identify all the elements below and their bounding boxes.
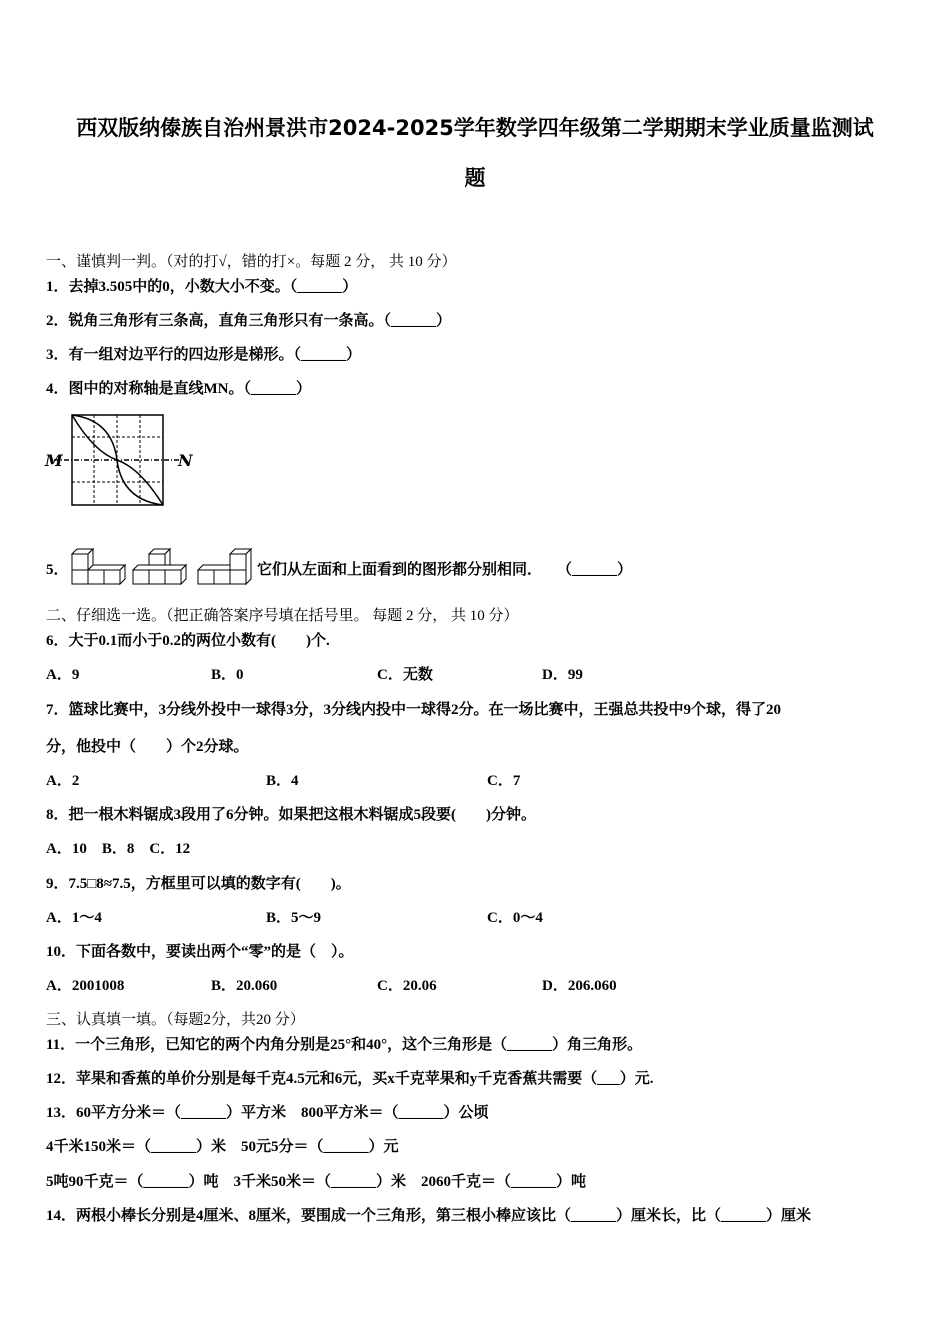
q7-option-a: A．2 bbox=[46, 773, 80, 789]
section-2-heading: 二、仔细选一选。（把正确答案序号填在括号里。 每题 2 分， 共 10 分） bbox=[46, 608, 519, 624]
cube-top bbox=[88, 565, 125, 570]
question-5-number: 5． bbox=[46, 562, 69, 578]
cube bbox=[230, 570, 246, 584]
question-13-line-1: 13．60平方分米＝（______）平方米 800平方米＝（______）公顷 bbox=[46, 1105, 489, 1121]
question-14: 14．两根小棒长分别是4厘米、8厘米，要围成一个三角形，第三根小棒应该比（______）厘米长，比（______）厘米 bbox=[46, 1208, 812, 1224]
question-6: 6．大于0.1而小于0.2的两位小数有( )个. bbox=[46, 633, 330, 649]
section-1-heading: 一、谨慎判一判。（对的打√，错的打×。每题 2 分， 共 10 分） bbox=[46, 254, 457, 270]
question-11: 11．一个三角形，已知它的两个内角分别是25°和40°，这个三角形是（______）角三角形。 bbox=[46, 1037, 643, 1053]
cube-side bbox=[246, 549, 251, 584]
section-3-heading: 三、认真填一填。（每题2分，共20 分） bbox=[46, 1012, 305, 1028]
q7-option-c: C．7 bbox=[487, 773, 521, 789]
q9-option-c: C．0～4 bbox=[487, 910, 543, 926]
cube bbox=[214, 570, 230, 584]
question-4: 4．图中的对称轴是直线MN。（______） bbox=[46, 381, 311, 397]
cube bbox=[198, 570, 214, 584]
question-8: 8．把一根木料锯成3段用了6分钟。如果把这根木料锯成5段要( )分钟。 bbox=[46, 807, 536, 823]
question-12: 12．苹果和香蕉的单价分别是每千克4.5元和6元，买x千克苹果和y千克香蕉共需要（___）元. bbox=[46, 1071, 654, 1087]
cube bbox=[230, 554, 246, 570]
question-13-line-2: 4千米150米＝（______）米 50元5分＝（______）元 bbox=[46, 1139, 399, 1155]
q10-option-a: A．2001008 bbox=[46, 978, 125, 994]
q6-option-b: B．0 bbox=[211, 667, 244, 683]
label-n: N bbox=[178, 451, 193, 470]
question-9: 9．7.5□8≈7.5，方框里可以填的数字有( )。 bbox=[46, 876, 351, 892]
q10-option-d: D．206.060 bbox=[542, 978, 617, 994]
cube bbox=[72, 570, 88, 584]
document-title-line-2: 题 bbox=[464, 166, 486, 190]
document-title-line-1: 西双版纳傣族自治州景洪市2024-2025学年数学四年级第二学期期末学业质量监测试 bbox=[76, 116, 874, 140]
q10-option-c: C．20.06 bbox=[377, 978, 437, 994]
q10-option-b: B．20.060 bbox=[211, 978, 278, 994]
cube bbox=[72, 554, 88, 570]
question-1: 1．去掉3.505中的0，小数大小不变。（______） bbox=[46, 279, 358, 295]
cube bbox=[149, 570, 165, 584]
question-7-line-1: 7．篮球比赛中，3分线外投中一球得3分，3分线内投中一球得2分。在一场比赛中，王强总共投中9个球，得了20 bbox=[46, 702, 782, 718]
q6-option-a: A．9 bbox=[46, 667, 80, 683]
cube bbox=[165, 570, 181, 584]
q7-option-b: B．4 bbox=[266, 773, 299, 789]
label-m: M bbox=[45, 451, 63, 470]
cube bbox=[88, 570, 104, 584]
cube-top bbox=[133, 565, 186, 570]
question-7-line-2: 分，他投中（ ）个2分球。 bbox=[46, 739, 249, 755]
q6-option-d: D．99 bbox=[542, 667, 583, 683]
q6-option-c: C．无数 bbox=[377, 667, 433, 683]
q9-option-a: A．1～4 bbox=[46, 910, 102, 926]
question-13-line-3: 5吨90千克＝（______）吨 3千米50米＝（______）米 2060千克＝（______）吨 bbox=[46, 1174, 587, 1190]
q9-option-b: B．5～9 bbox=[266, 910, 322, 926]
question-2: 2．锐角三角形有三条高，直角三角形只有一条高。（______） bbox=[46, 313, 452, 329]
cube bbox=[133, 570, 149, 584]
question-10: 10．下面各数中，要读出两个“零”的是（ ）。 bbox=[46, 944, 354, 960]
q8-options: A．10 B．8 C．12 bbox=[46, 841, 191, 857]
cube bbox=[104, 570, 120, 584]
question-3: 3．有一组对边平行的四边形是梯形。（______） bbox=[46, 347, 362, 363]
cube-top bbox=[198, 565, 230, 570]
q5-cube-figures bbox=[70, 544, 260, 586]
q4-grid-figure bbox=[44, 410, 204, 510]
question-5-text: 它们从左面和上面看到的图形都分别相同． （______） bbox=[257, 562, 633, 578]
